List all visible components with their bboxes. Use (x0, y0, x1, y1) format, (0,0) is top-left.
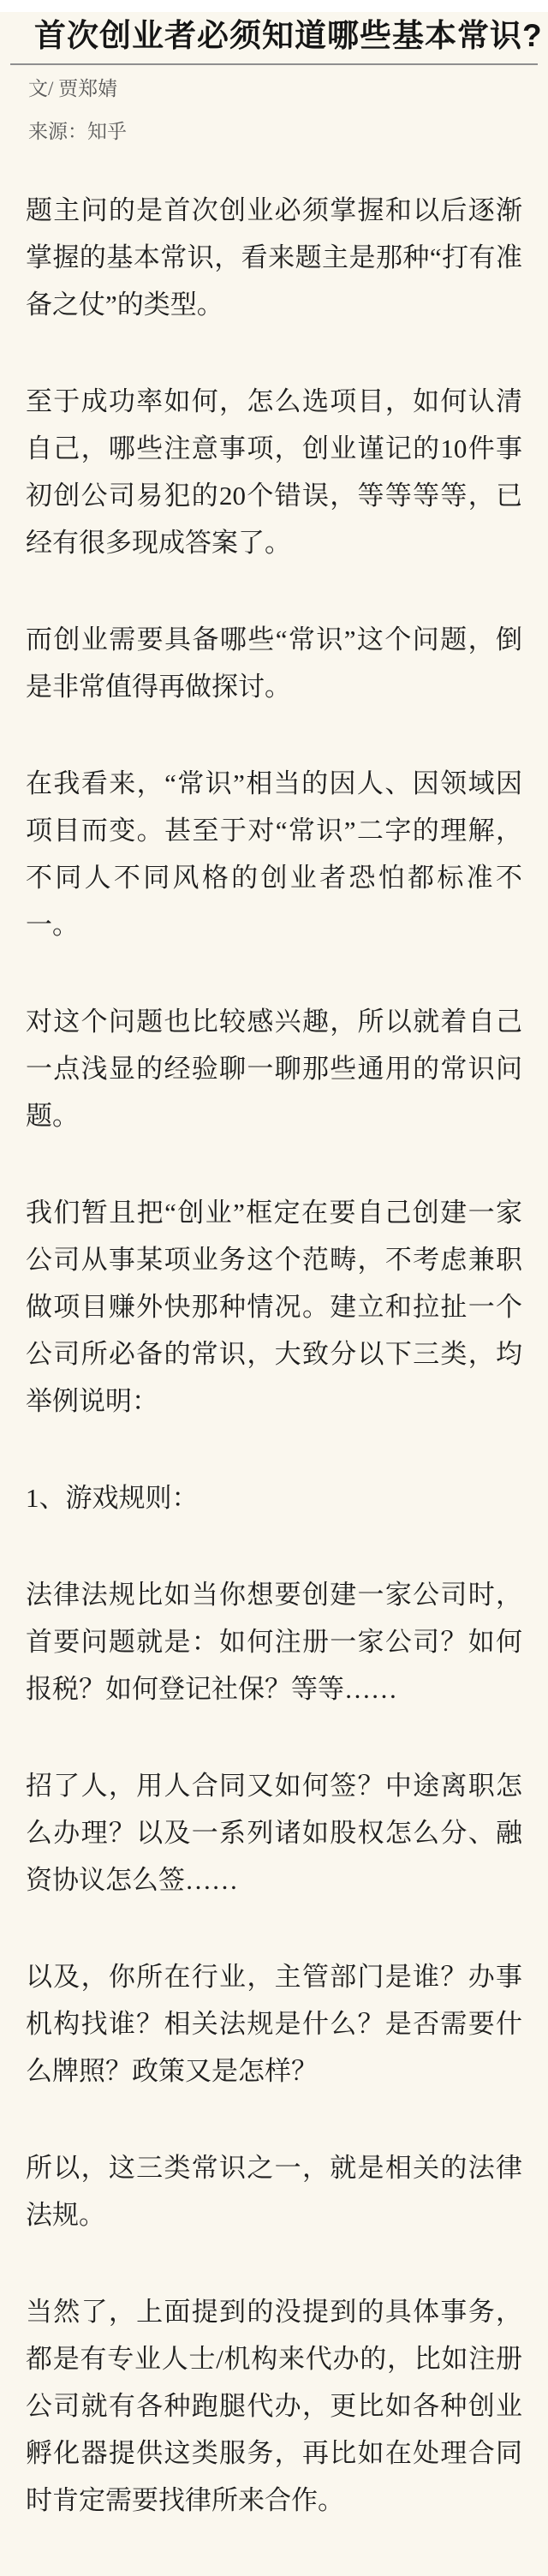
paragraph: 而创业需要具备哪些“常识”这个问题，倒是非常值得再做探讨。 (26, 625, 522, 702)
paragraph: 我们暂且把“创业”框定在要自己创建一家公司从事某项业务这个范畴，不考虑兼职做项目赚外快那种情况。建立和拉扯一个公司所必备的常识，大致分以下三类，均举例说明： (26, 1198, 522, 1417)
paragraph: 对这个问题也比较感兴趣，所以就着自己一点浅显的经验聊一聊那些通用的常识问题。 (26, 1007, 522, 1132)
article-header (0, 12, 548, 55)
source-line: 来源：知乎 (28, 121, 127, 143)
top-white-strip (0, 0, 548, 12)
paragraph: 法律法规比如当你想要创建一家公司时，首要问题就是：如何注册一家公司？如何报税？如何登记社保？等等…… (26, 1580, 522, 1705)
paragraph: 在我看来，“常识”相当的因人、因领域因项目而变。甚至于对“常识”二字的理解，不同人不同风格的创业者恐怕都标准不一。 (26, 768, 522, 941)
paragraph: 当然了，上面提到的没提到的具体事务，都是有专业人士/机构来代办的，比如注册公司就有各种跑腿代办，更比如各种创业孵化器提供这类服务，再比如在处理合同时肯定需要找律所来合作。 (26, 2297, 522, 2516)
page-title: 首次创业者必须知道哪些基本常识? (34, 18, 543, 53)
paragraph: 所以，这三类常识之一，就是相关的法律法规。 (26, 2153, 522, 2231)
paragraph: 题主问的是首次创业必须掌握和以后逐渐掌握的基本常识，看来题主是那种“打有准备之仗”的类型。 (26, 195, 522, 320)
article-body (0, 163, 548, 2524)
paragraph: 1、游戏规则： (26, 1483, 199, 1514)
paragraph: 招了人，用人合同又如何签？中途离职怎么办理？以及一系列诸如股权怎么分、融资协议怎么签…… (26, 1771, 522, 1896)
paragraph: 至于成功率如何，怎么选项目，如何认清自己，哪些注意事项，创业谨记的10件事初创公司易犯的20个错误，等等等等，已经有很多现成答案了。 (26, 386, 522, 559)
author-byline: 文/ 贾郑婧 (28, 78, 118, 100)
byline-block (0, 65, 548, 144)
paragraph: 以及，你所在行业，主管部门是谁？办事机构找谁？相关法规是什么？是否需要什么牌照？政策又是怎样？ (26, 1962, 522, 2087)
